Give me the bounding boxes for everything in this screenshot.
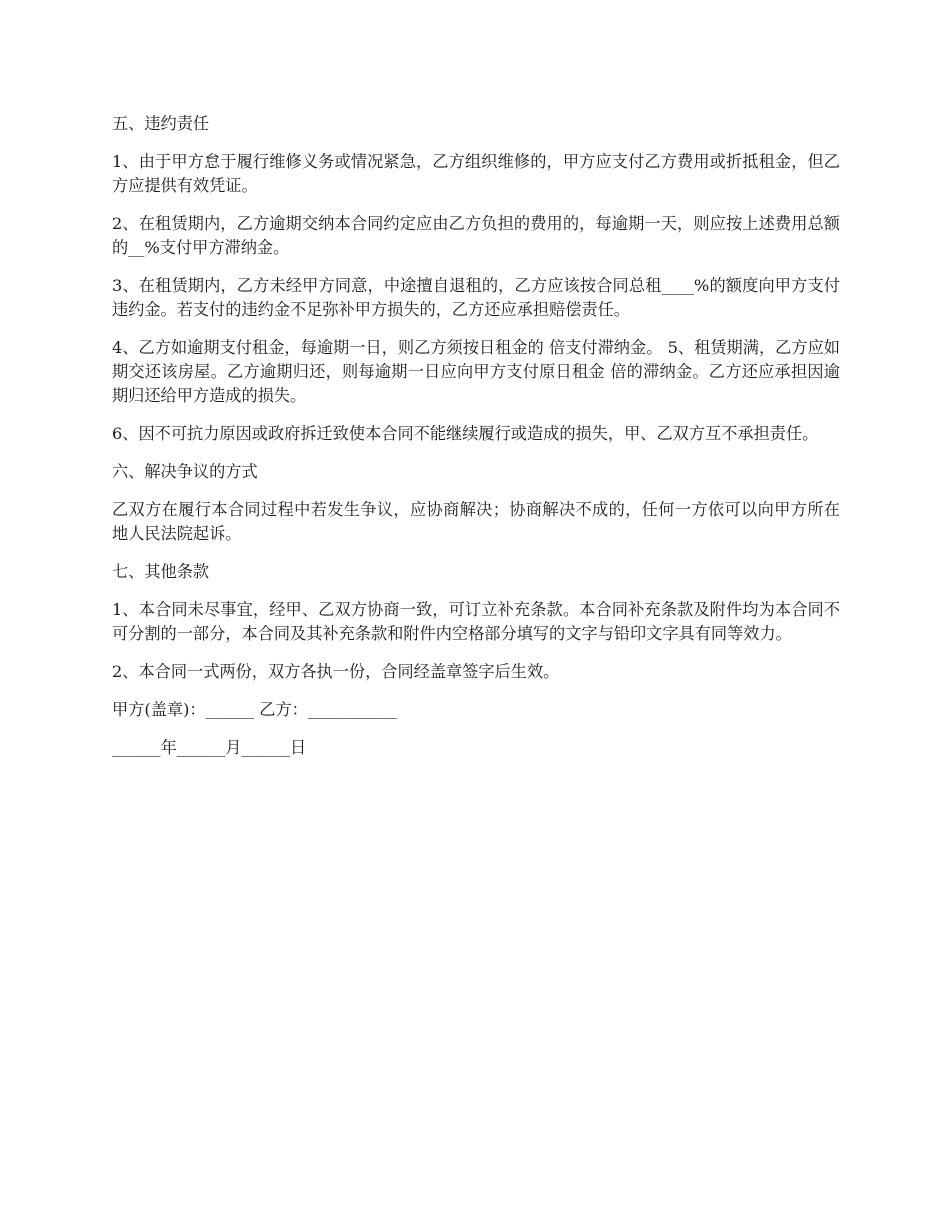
contract-body xyxy=(112,112,840,774)
section-heading-dispute-resolution: 六、解决争议的方式 xyxy=(112,462,258,481)
clause-late-fee-expenses: 2、在租赁期内，乙方逾期交纳本合同约定应由乙方负担的费用的，每逾期一天，则应按上述费用总额的__%支付甲方滞纳金。 xyxy=(112,214,840,257)
clause-dispute-resolution: 乙双方在履行本合同过程中若发生争议，应协商解决；协商解决不成的，任何一方依可以向甲方所在地人民法院起诉。 xyxy=(112,500,840,543)
clause-force-majeure: 6、因不可抗力原因或政府拆迁致使本合同不能继续履行或造成的损失，甲、乙双方互不承担责任。 xyxy=(112,424,819,443)
section-heading-breach-liability: 五、违约责任 xyxy=(112,114,210,133)
section-heading-other-terms: 七、其他条款 xyxy=(112,562,210,581)
clause-early-termination: 3、在租赁期内，乙方未经甲方同意，中途擅自退租的，乙方应该按合同总租____%的额度向甲方支付违约金。若支付的违约金不足弥补甲方损失的，乙方还应承担赔偿责任。 xyxy=(112,276,840,319)
clause-late-rent-and-return: 4、乙方如逾期支付租金，每逾期一日，则乙方须按日租金的 倍支付滞纳金。 5、租赁期满，乙方应如期交还该房屋。乙方逾期归还，则每逾期一日应向甲方支付原日租金 倍的滞纳金。乙方还应承担因逾期归还给甲方造成的损失。 xyxy=(112,338,840,405)
clause-repair-costs: 1、由于甲方怠于履行维修义务或情况紧急，乙方组织维修的，甲方应支付乙方费用或折抵租金，但乙方应提供有效凭证。 xyxy=(112,152,840,195)
signature-line: 甲方(盖章)：______ 乙方：___________ xyxy=(112,700,397,719)
clause-supplementary-terms: 1、本合同未尽事宜，经甲、乙双方协商一致，可订立补充条款。本合同补充条款及附件均为本合同不可分割的一部分，本合同及其补充条款和附件内空格部分填写的文字与铅印文字具有同等效力。 xyxy=(112,600,840,643)
clause-copies-and-effect: 2、本合同一式两份，双方各执一份，合同经盖章签字后生效。 xyxy=(112,662,560,681)
date-line: ______年______月______日 xyxy=(112,738,307,757)
